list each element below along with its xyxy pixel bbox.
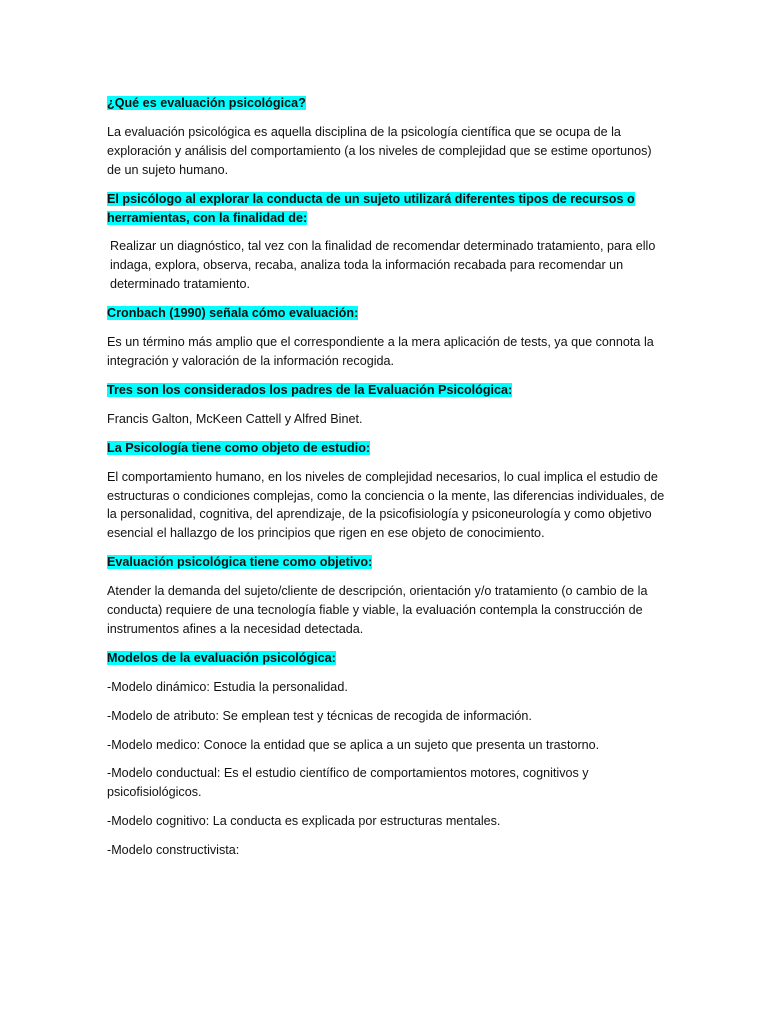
model-item: -Modelo conductual: Es el estudio científico de comportamientos motores, cognitivos y psicofisiológicos.	[107, 766, 589, 800]
model-item: -Modelo medico: Conoce la entidad que se aplica a un sujeto que presenta un trastorno.	[107, 737, 600, 752]
section-paragraph: El comportamiento humano, en los niveles de complejidad necesarios, lo cual implica el estudio de estructuras o condiciones complejas, como la conciencia o la mente, las diferencias individuales, de la personalidad, cognitiva, del aprendizaje, de la psicofisiología y psiconeurología y como objetivo esencial el hallazgo de los principios que rigen en ese objeto de conocimiento.	[107, 469, 665, 541]
section-heading: Tres son los considerados los padres de la Evaluación Psicológica:	[107, 382, 513, 397]
model-item: -Modelo de atributo: Se emplean test y técnicas de recogida de información.	[107, 708, 532, 723]
section-paragraph: Francis Galton, McKeen Cattell y Alfred Binet.	[107, 411, 363, 426]
section-paragraph: Atender la demanda del sujeto/cliente de descripción, orientación y/o tratamiento (o cambio de la conducta) requiere de una tecnología fiable y viable, la evaluación contempla la construcción de instrumentos afines a la necesidad detectada.	[107, 584, 648, 636]
document-page	[107, 94, 667, 860]
section-heading: La Psicología tiene como objeto de estudio:	[107, 440, 371, 455]
section-heading: El psicólogo al explorar la conducta de un sujeto utilizará diferentes tipos de recursos o herramientas, con la finalidad de:	[107, 191, 635, 225]
section-heading: Evaluación psicológica tiene como objetivo:	[107, 555, 373, 570]
section-paragraph: Realizar un diagnóstico, tal vez con la finalidad de recomendar determinado tratamiento, para ello indaga, explora, observa, recaba, analiza toda la información recabada para recomendar un determinado tratamiento.	[110, 239, 656, 292]
model-item: -Modelo dinámico: Estudia la personalidad.	[107, 679, 348, 694]
section-paragraph: La evaluación psicológica es aquella disciplina de la psicología científica que se ocupa de la exploración y análisis del comportamiento (a los niveles de complejidad que se estime oportunos) de un sujeto humano.	[107, 124, 652, 177]
model-item: -Modelo cognitivo: La conducta es explicada por estructuras mentales.	[107, 814, 501, 829]
section-paragraph: Es un término más amplio que el correspondiente a la mera aplicación de tests, ya que connota la integración y valoración de la información recogida.	[107, 335, 654, 368]
section-heading: Modelos de la evaluación psicológica:	[107, 650, 336, 665]
section-heading: Cronbach (1990) señala cómo evaluación:	[107, 306, 359, 321]
section-heading: ¿Qué es evaluación psicológica?	[107, 96, 306, 110]
model-item: -Modelo constructivista:	[107, 843, 240, 858]
